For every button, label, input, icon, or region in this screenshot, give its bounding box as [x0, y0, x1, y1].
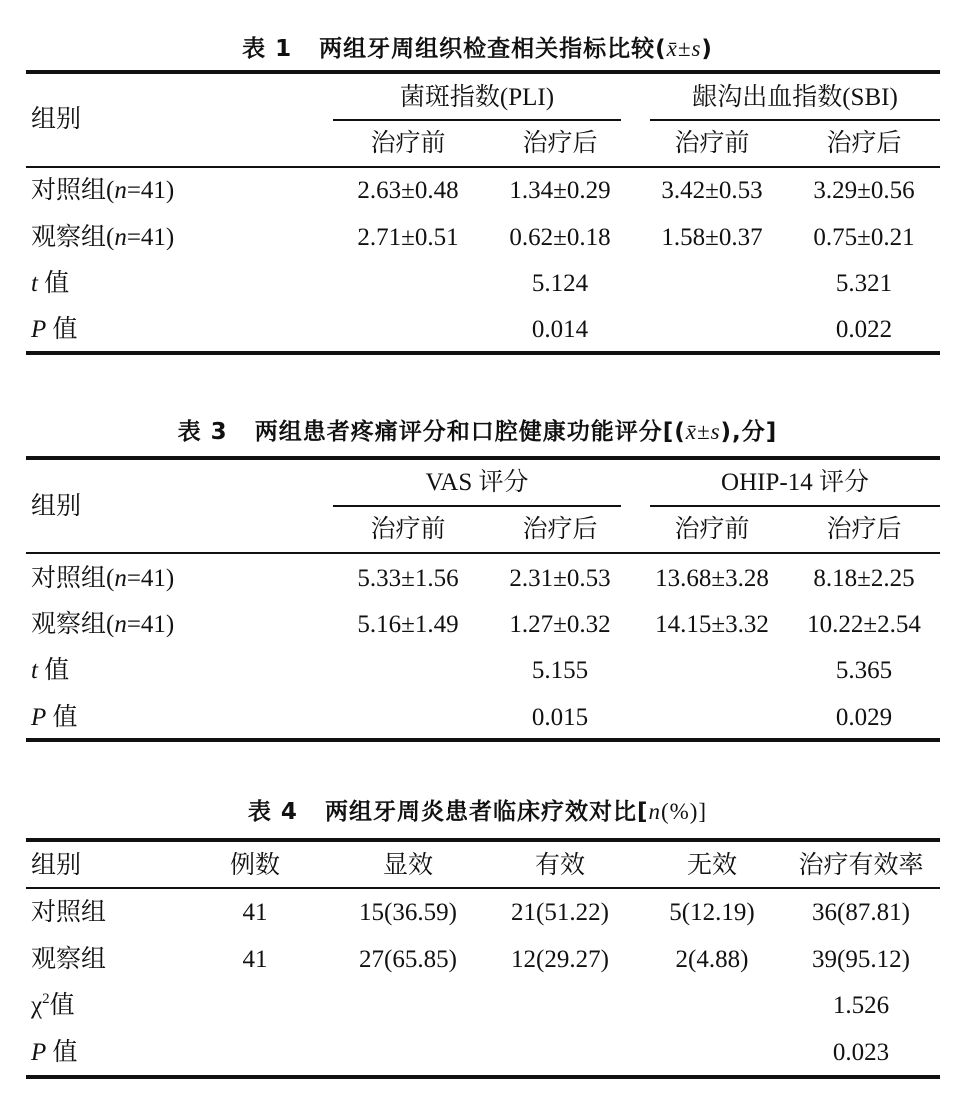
- table4-header: 组别: [31, 852, 82, 879]
- table3-cell: 10.22±2.54: [807, 611, 921, 638]
- table1-cell: 3.42±0.53: [661, 177, 763, 204]
- table3-row-label: 对照组(n=41): [31, 565, 175, 592]
- table3-ohip-rule: [650, 505, 940, 507]
- table3-subheader: 治疗后: [826, 516, 902, 543]
- table1-subheader: 治疗前: [370, 130, 446, 157]
- table4-bottom-rule: [26, 1075, 940, 1079]
- table4-caption-text: 两组牙周炎患者临床疗效对比[: [324, 799, 649, 825]
- table3-t-label: t 值: [31, 657, 70, 684]
- table3-subheader: 治疗前: [674, 516, 750, 543]
- table1-cell: 2.63±0.48: [357, 177, 459, 204]
- table1-sbi-rule: [650, 119, 940, 121]
- table1-cell: 0.75±0.21: [813, 224, 915, 251]
- table4-chi-label: $\chi^2$值: [31, 991, 75, 1019]
- table4-cell: 41: [242, 946, 268, 973]
- table4-cell: 39(95.12): [812, 946, 910, 973]
- table1-pli-rule: [333, 119, 621, 121]
- table3-top-rule: [26, 456, 940, 460]
- table1-header-rule: [26, 166, 940, 168]
- table1-p-label: P 值: [31, 316, 78, 343]
- table4-p-value: 0.023: [832, 1039, 890, 1066]
- table4-cell: 对照组: [31, 899, 107, 926]
- table1-t-label: t 值: [31, 270, 70, 297]
- table4-header: 治疗有效率: [798, 852, 924, 879]
- table3-cell: 8.18±2.25: [813, 565, 915, 592]
- table3-caption-symbol: x̄±s: [685, 419, 721, 444]
- table1-cell: 0.62±0.18: [509, 224, 611, 251]
- table4-caption-prefix: 表 4: [247, 799, 298, 825]
- table3-caption-suffix: ),分]: [720, 419, 778, 445]
- table3-colgroup-ohip: OHIP-14 评分: [721, 469, 869, 496]
- table4-top-rule: [26, 838, 940, 842]
- table3-colgroup-vas: VAS 评分: [425, 469, 529, 496]
- table3-vas-rule: [333, 505, 621, 507]
- table4-cell: 5(12.19): [669, 899, 755, 926]
- table1-row-label: 对照组(n=41): [31, 177, 175, 204]
- table4-caption-suffix: (%)]: [660, 799, 708, 824]
- table3-p-label: P 值: [31, 704, 78, 731]
- table4-chi-value: 1.526: [832, 992, 890, 1019]
- table3-caption: [0, 417, 955, 447]
- table1-subheader: 治疗后: [522, 130, 598, 157]
- table4-cell: 2(4.88): [675, 946, 749, 973]
- table4-header: 无效: [686, 852, 737, 879]
- table1-cell: 2.71±0.51: [357, 224, 459, 251]
- table3-row-label: 观察组(n=41): [31, 611, 175, 638]
- table4-cell: 15(36.59): [359, 899, 457, 926]
- table3-group-header: 组别: [31, 493, 82, 520]
- table1-colgroup-sbi: 龈沟出血指数(SBI): [692, 84, 898, 111]
- table4-cell: 41: [242, 899, 268, 926]
- table3-cell: 5.33±1.56: [357, 565, 459, 592]
- table3-p-value: 0.015: [531, 704, 589, 731]
- table1-caption: [0, 34, 955, 64]
- table1-cell: 1.34±0.29: [509, 177, 611, 204]
- table3-caption-prefix: 表 3: [177, 419, 228, 445]
- table3-t-value: 5.155: [531, 657, 589, 684]
- table1-bottom-rule: [26, 351, 940, 355]
- table1-t-value: 5.124: [531, 270, 589, 297]
- table3-cell: 2.31±0.53: [509, 565, 611, 592]
- table4-caption-symbol: n: [648, 799, 661, 824]
- table1-p-value: 0.022: [835, 316, 893, 343]
- table4-cell: 21(51.22): [511, 899, 609, 926]
- table3-caption-text: 两组患者疼痛评分和口腔健康功能评分[(: [254, 419, 686, 445]
- table4-caption: [0, 797, 955, 827]
- table4-cell: 观察组: [31, 946, 107, 973]
- table3-subheader: 治疗前: [370, 516, 446, 543]
- table1-subheader: 治疗前: [674, 130, 750, 157]
- table1-caption-prefix: 表 1: [242, 36, 293, 62]
- table3-cell: 13.68±3.28: [655, 565, 769, 592]
- table1-top-rule: [26, 70, 940, 74]
- table1-row-label: 观察组(n=41): [31, 224, 175, 251]
- table4-cell: 12(29.27): [511, 946, 609, 973]
- table1-caption-suffix: ): [701, 36, 713, 62]
- table4-header: 显效: [382, 852, 433, 879]
- table3-header-rule: [26, 552, 940, 554]
- table3-bottom-rule: [26, 738, 940, 742]
- table1-cell: 1.58±0.37: [661, 224, 763, 251]
- table4-cell: 36(87.81): [812, 899, 910, 926]
- table1-t-value: 5.321: [835, 270, 893, 297]
- table1-cell: 3.29±0.56: [813, 177, 915, 204]
- table3-p-value: 0.029: [835, 704, 893, 731]
- table1-colgroup-pli: 菌斑指数(PLI): [399, 84, 555, 111]
- table3-cell: 1.27±0.32: [509, 611, 611, 638]
- table3-cell: 14.15±3.32: [655, 611, 769, 638]
- table3-subheader: 治疗后: [522, 516, 598, 543]
- table4-header-rule: [26, 887, 940, 889]
- table1-p-value: 0.014: [531, 316, 589, 343]
- table1-group-header: 组别: [31, 106, 82, 133]
- table1-caption-text: 两组牙周组织检查相关指标比较(: [319, 36, 667, 62]
- table4-header: 有效: [534, 852, 585, 879]
- table3-t-value: 5.365: [835, 657, 893, 684]
- table4-cell: 27(65.85): [359, 946, 457, 973]
- table1-subheader: 治疗后: [826, 130, 902, 157]
- table4-header: 例数: [229, 852, 280, 879]
- table1-caption-symbol: x̄±s: [666, 36, 702, 61]
- table3-cell: 5.16±1.49: [357, 611, 459, 638]
- table4-p-label: P 值: [31, 1039, 78, 1066]
